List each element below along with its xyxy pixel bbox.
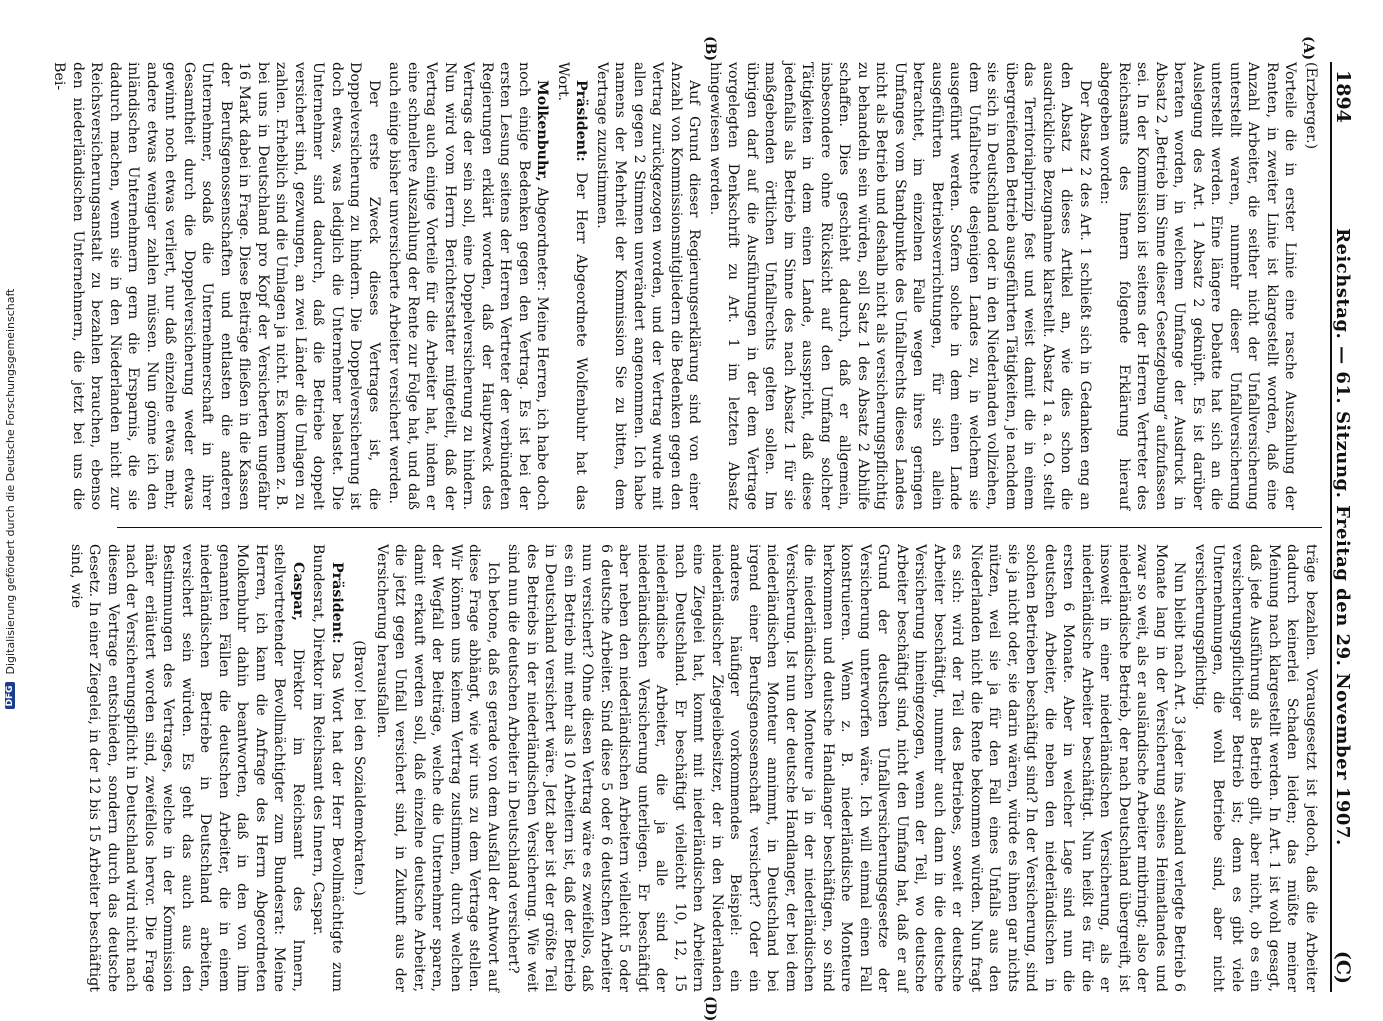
newspaper-page xyxy=(51,36,1368,1021)
president-label: Präsident: xyxy=(573,80,590,162)
president-remark xyxy=(554,62,591,510)
speaker-caspar xyxy=(67,544,308,992)
speaker-name: Molkenbuhr, xyxy=(534,80,551,182)
paragraph: Auf Grund dieser Regierungserklärung sind von einer Anzahl von Kommissionsmitgliedern die Bedenken gegen den Vertrag zurückgezogen worden, und der Vertrag wurde mit allen gegen 2 Stimmen unverändert angenommen. Ich habe namens der Mehrheit der Kommission Sie zu bitten, dem Vertrage zuzustimmen. xyxy=(594,62,703,510)
digitization-credit xyxy=(1,19,19,979)
column-divider xyxy=(117,527,1322,528)
paragraph: Ich betone, daß es gerade von dem Ausfall der Antwort auf diese Frage abhängt, wie wir uns zu dem Vertrage stellen. Wir können uns keinem Vertrag zustimmen, durch welchen der Wegfall der Beiträge, welche die Unternehmer sparen, damit erkauft werden soll, daß einzelne deutsche Arbeiter, die jetzt gegen Unfall versichert sind, in Zukunft aus der Versicherung herausfallen. xyxy=(374,544,501,992)
margin-letter-c-header: (C) xyxy=(1332,950,1354,984)
speaker-name: Caspar, xyxy=(290,562,306,621)
page-number: 1894 xyxy=(1332,70,1354,123)
applause-note: (Bravo! bei den Sozialdemokraten.) xyxy=(351,640,368,896)
president-remark xyxy=(309,544,346,992)
paragraph: Nun bleibt nach Art. 3 jeder ins Ausland verlegte Betrieb 6 Monate lang in der Versicherung seines Heimatlandes und zwar so weit, als er ausländische Arbeiter mitbringt; also der niederländische Betrieb, der nach Deutschland übergreift, ist insoweit in einer niederländischen Versicherung, als er niederländische Arbeiter beschäftigt. Nun heißt es für die ersten 6 Monate. Aber in welcher Lage sind nun die deutschen Arbeiter, die neben den niederländischen in solchen Betrieben beschäftigt sind? In der Versicherung, sind sie ja nicht oder, sie darin wären, würde es ihnen gar nichts nützen, weil sie ja für den Fall eines Unfalls aus den Niederlanden nicht die Rente bekommen würden. Nun fragt es sich: wird der Teil des Betriebes, soweit er deutsche Arbeiter beschäftigt, nunmehr auch dann in die deutsche Versicherung hineingezogen, wenn der Teil, wo deutsche Arbeiter beschäftigt sind, nicht den Umfang hat, daß er auf Grund der deutschen Unfallversicherungsgesetze der Versicherung unterworfen wäre. Ich will einmal einen Fall konstruieren. Wenn z. B. niederländische Monteure herkommen und deutsche Handlanger beschäftigen, so sind die niederländischen Monteure ja in der niederländischen Versicherung. Ist nun der deutsche Handlanger, der bei dem niederländischen Monteur annimmt, in Deutschland bei irgend einer Berufsgenossenschaft versichert? Oder ein anderes häufiger vorkommendes Beispiel: ein niederländischer Ziegeleibesitzer, der in den Niederlanden eine Ziegelei hat, kommt mit niederländischen Arbeitern nach Deutschland. Er beschäftigt vielleicht 10, 12, 15 niederländische Arbeiter, die ja alle sind der niederländischen Versicherung unterliegen. Er beschäftigt aber neben den niederländischen Arbeitern vielleicht 5 oder 6 deutsche Arbeiter. Sind diese 5 oder 6 deutschen Arbeiter nun versichert? Ohne diesen Vertrag wäre es zweifellos, daß es ein Betrieb mit mehr als 10 Arbeitern ist, daß der Betrieb in Deutschland versichert wäre. Jetzt aber ist der größte Teil des Betriebs in der niederländischen Versicherung. Wie weit sind nun die deutschen Arbeiter in Deutschland versichert? xyxy=(505,544,1188,992)
left-column xyxy=(51,62,1320,511)
margin-letter-a: (A) xyxy=(1300,36,1316,61)
right-column xyxy=(68,544,1320,993)
president-text: Das Wort hat der Herr Bevollmächtigte zum Bundesrat, Direktor im Reichsamt des Innern, Caspar. xyxy=(310,544,345,993)
margin-letter-b: (B) xyxy=(702,36,718,62)
president-text: Der Herr Abgeordnete Wolfenbuhr hat das Wort. xyxy=(555,62,590,510)
paragraph: Meine Herren, ich habe doch noch einige Bedenken gegen den Vertrag. Es ist bei der ersten Lesung seitens der Herren Vertreter der verbündeten Regierungen erklärt worden, daß der Hauptzweck des Vertrags der sein soll, eine Doppelversicherung zu hindern. Nun wird vom Herrn Berichterstatter mitgeteilt, daß der Vertrag auch einige Vorteile für die Arbeiter hat, indem er eine schnellere Auszahlung der Rente zur Folge hat, und daß auch einige bisher unversicherte Arbeiter versichert werden. xyxy=(386,62,551,511)
speaker-erzberger: (Erzberger.) xyxy=(1303,62,1319,150)
paragraph: Der Absatz 2 des Art. 1 schließt sich in Gedanken eng an den Absatz 1 dieses Artikel an, wie dies schon die ausdrückliche Bezugnahme klarstellt. Absatz 1 a. a. O. stellt das Territorialprinzip fest und weist damit die in einem übergreifenden Betrieb ausgeführten Tätigkeiten, je nachdem sie sich in Deutschland oder in den Niederlanden vollziehen, dem Unfallrechte desjenigen Landes zu, in welchem sie ausgeführt werden. Sofern solche in dem einen Lande ausgeführten Betriebsverrichtungen, für sich allein betrachtet, im einzelnen Falle wegen ihres geringen Umfanges vom Standpunkte des Unfallrechts dieses Landes nicht als Betrieb und deshalb nicht als versicherungspflichtig zu behandeln sein würden, soll Satz 1 des Absatz 2 Abhilfe schaffen. Dies geschieht dadurch, daß er allgemein, insbesondere ohne Rücksicht auf den Umfang solcher Tätigkeiten in dem einen Lande, ausspricht, daß diese jedenfalls als Betrieb im Sinne des nach Absatz 1 für sie maßgebenden örtlichen Unfallrechts gelten sollen. Im übrigen darf auf die Ausführungen in der dem Vertrage vorgelegten Denkschrift zu Art. 1 im letzten Absatz hingewiesen werden. xyxy=(707,62,1093,510)
speaker-molkenbuhr xyxy=(385,62,552,510)
paragraph: träge bezahlen. Vorausgesetzt ist jedoch, daß die Arbeiter dadurch keinerlei Schaden leiden; das müßte meiner Meinung nach klargestellt werden. In Art. 1 ist wohl gesagt, daß jede Ausführung als Betrieb gilt, aber nicht, ob es ein versicherungspflichtiger Betrieb ist; denn es gibt viele Unternehmungen, die wohl Betriebe sind, aber nicht versicherungspflichtig. xyxy=(1192,544,1319,992)
paragraph: Der erste Zweck dieses Vertrages ist, die Doppelversicherung zu hindern. Die Doppelversicherung ist doch etwas, was lediglich die Unternehmer belastet. Die Unternehmer sind dadurch, daß die Betriebe doppelt versichert sind, gezwungen, an zwei Länder die Umlagen zu zahlen. Erheblich sind die Umlagen ja nicht. Es kommen z. B. bei uns in Deutschland pro Kopf der Versicherten ungefähr 16 Mark dabei in Frage. Diese Beiträge fließen in die Kassen der Berufsgenossenschaften und entlasten die anderen Unternehmer, sodaß die Unternehmerschaft in ihrer Gesamtheit durch die Doppelversicherung weder etwas gewinnt noch etwas verliert, nur daß einzelne etwas mehr, andere etwas weniger zahlen müssen. Nun gönne ich den inländischen Unternehmern gern die Ersparnis, die sie dadurch machen, wenn sie in den Niederlanden nicht zur Reichsversicherungsanstalt zu bezahlen brauchen, ebenso den niederländischen Unternehmern, die jetzt bei uns die Bei- xyxy=(51,62,382,510)
paragraph: Vorteile die in erster Linie eine rasche Auszahlung der Renten, in zweiter Linie ist klargestellt worden, daß eine Anzahl Arbeiter, die seither nicht der Unfallversicherung unterstellt waren, nunmehr dieser Unfallversicherung unterstellt werden. Eine längere Debatte hat sich an die Auslegung des Art. 1 Absatz 2 geknüpft. Es ist darüber beraten worden, in welchem Umfange der Ausdruck in Absatz 2 „Betrieb im Sinne dieser Gesetzgebung“ aufzufassen sei. In der Kommission ist seitens der Herren Vertreter des Reichsamts des Innern folgende Erklärung hierauf abgegeben worden: xyxy=(1097,62,1299,510)
speaker-role: Abgeordneter: xyxy=(534,186,551,292)
margin-letter-d: (D) xyxy=(702,996,718,1021)
president-label: Präsident: xyxy=(329,562,345,644)
page-header xyxy=(1330,62,1368,992)
dfg-logo: DFG xyxy=(5,682,15,709)
paragraph: Direktor im Reichsamt des Innern, stellvertretender Bevollmächtigter zum Bundesrat: Meine Herren, ich kann die Anfrage des Herrn Abgeordneten Molkenbuhr dahin beantworten, daß in den von ihm genannten Fällen die deutschen Arbeiter, die in einem niederländischen Betriebe in Deutschland arbeiten, versichert sein würden. Es geht das auch aus den Bestimmungen des Vertrages, welche in der Kommission näher erläutert worden sind, zweifellos hervor. Die Frage nach der Versicherungspflicht in Deutschland wird nicht nach diesem Vertrage entschieden, sondern durch das deutsche Gesetz. In einer Ziegelei, in der 12 bis 15 Arbeiter beschäftigt sind, wie xyxy=(68,544,306,992)
credit-text: Digitalisierung gefördert durch die Deutsche Forschungsgemeinschaft xyxy=(3,288,17,675)
page-header-title: Reichstag. — 61. Sitzung. Freitag den 29. November 1907. xyxy=(1332,228,1353,846)
